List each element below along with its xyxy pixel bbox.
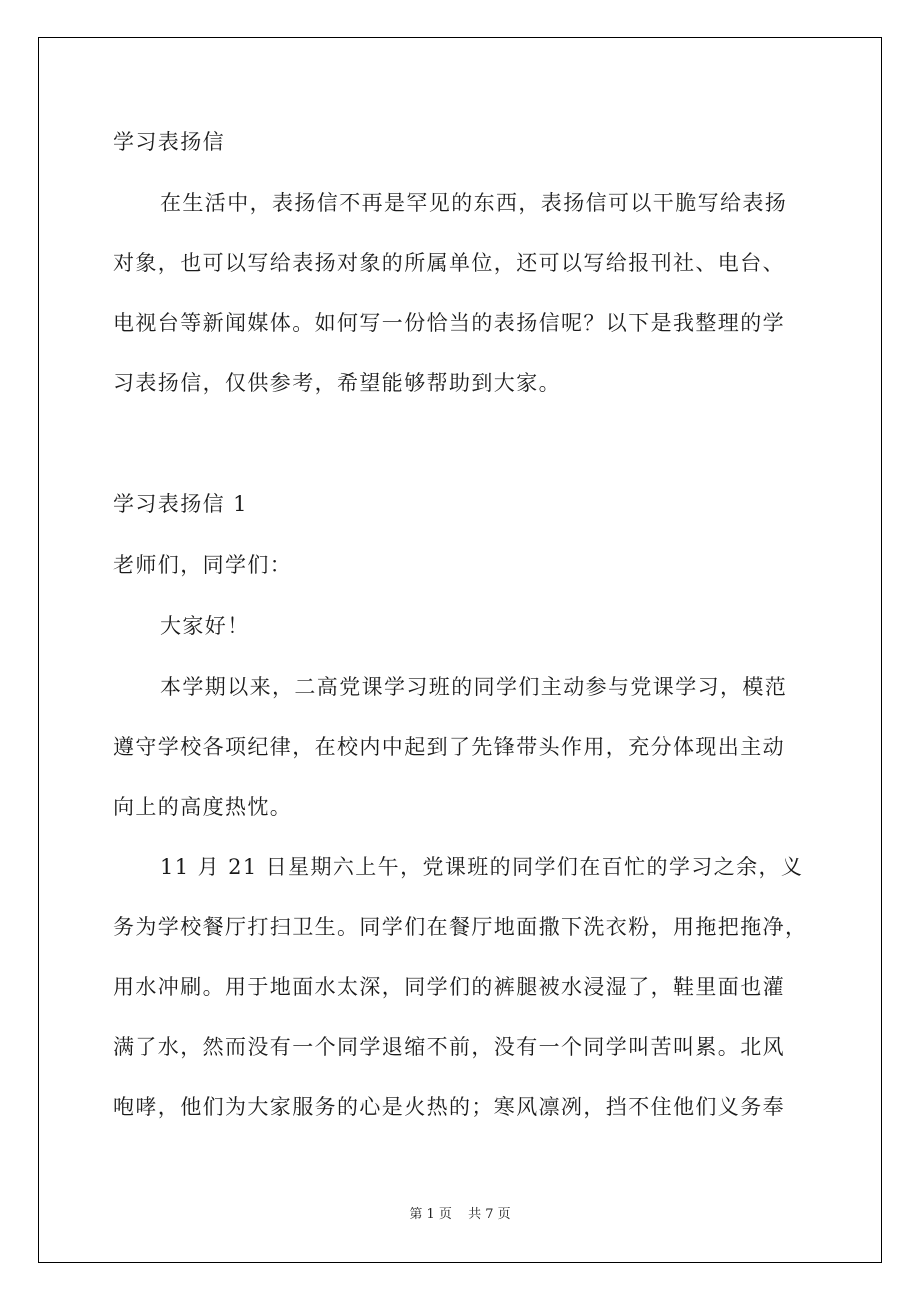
intro-line: 电视台等新闻媒体。如何写一份恰当的表扬信呢？以下是我整理的学 [113,311,785,335]
paragraph-line: 咆哮，他们为大家服务的心是火热的；寒风凛冽，挡不住他们义务奉 [113,1095,785,1119]
page-total: 共 7 页 [468,1207,511,1222]
paragraph-line: 向上的高度热忱。 [113,795,293,819]
page-footer [0,1206,920,1224]
intro-line: 对象，也可以写给表扬对象的所属单位，还可以写给报刊社、电台、 [113,251,785,275]
page-number: 第 1 页 [409,1207,452,1222]
intro-line: 习表扬信，仅供参考，希望能够帮助到大家。 [113,371,561,395]
paragraph-line: 满了水，然而没有一个同学退缩不前，没有一个同学叫苦叫累。北风 [113,1035,785,1059]
greeting: 大家好！ [160,614,250,638]
paragraph-line: 务为学校餐厅打扫卫生。同学们在餐厅地面撒下洗衣粉，用拖把拖净， [113,915,808,939]
document-title: 学习表扬信 [113,130,225,154]
section-title: 学习表扬信 1 [113,492,248,516]
paragraph-line: 遵守学校各项纪律，在校内中起到了先锋带头作用，充分体现出主动 [113,735,785,759]
paragraph-line: 用水冲刷。用于地面水太深，同学们的裤腿被水浸湿了，鞋里面也灌 [113,975,785,999]
intro-line: 在生活中，表扬信不再是罕见的东西，表扬信可以干脆写给表扬 [160,191,788,215]
page-border [38,37,882,1263]
salutation: 老师们，同学们： [113,553,293,577]
paragraph-line: 本学期以来，二高党课学习班的同学们主动参与党课学习，模范 [160,675,788,699]
paragraph-line: 11 月 21 日星期六上午，党课班的同学们在百忙的学习之余，义 [160,855,804,879]
